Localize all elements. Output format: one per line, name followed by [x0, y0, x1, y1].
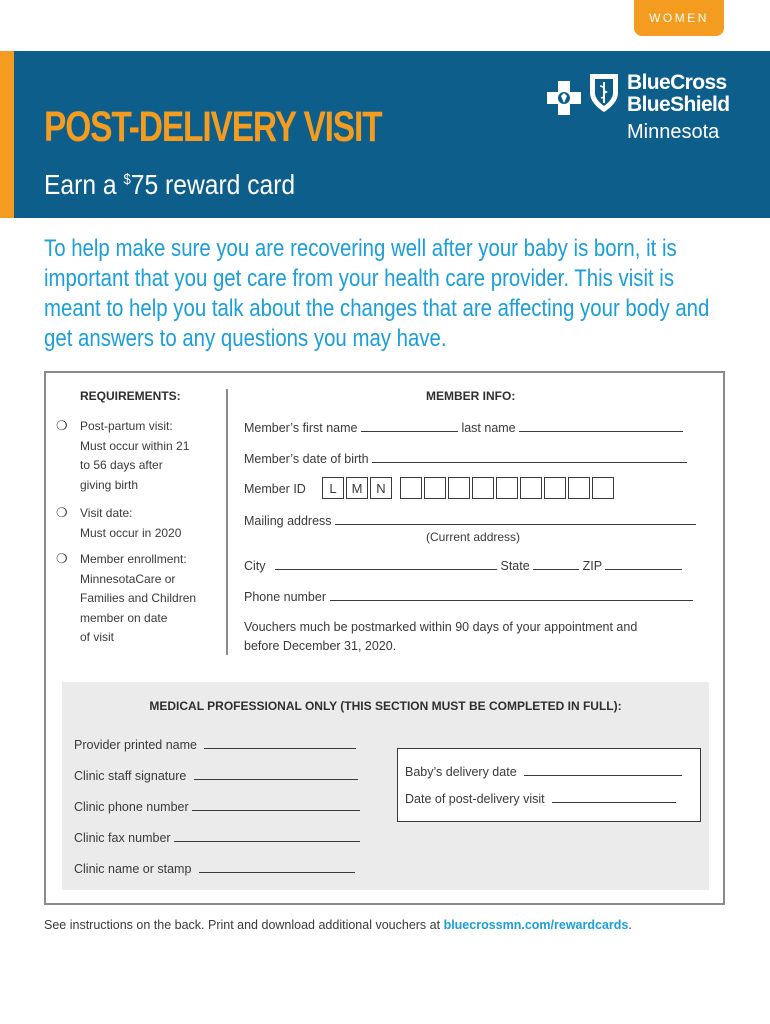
logo-blueshield-text: BlueShield — [627, 93, 730, 116]
requirement-visit-date: Visit date: Must occur in 2020 — [80, 506, 182, 540]
id-box[interactable] — [472, 477, 494, 499]
post-delivery-visit-date-field[interactable]: Date of post-delivery visit — [405, 791, 676, 806]
id-box[interactable] — [592, 477, 614, 499]
id-box[interactable] — [568, 477, 590, 499]
city-state-zip-field[interactable]: City State ZIP — [244, 558, 682, 573]
current-address-note: (Current address) — [426, 530, 521, 544]
column-divider — [226, 389, 228, 655]
requirements-header: REQUIREMENTS: — [80, 389, 181, 403]
id-box[interactable] — [448, 477, 470, 499]
header-banner — [0, 51, 770, 218]
requirement-enrollment: Member enrollment: MinnesotaCare or Families and Children member on date of visit — [80, 552, 197, 644]
id-box: L — [322, 477, 344, 499]
footer-instructions: See instructions on the back. Print and download additional vouchers at bluecrossmn.com/rewardcards. — [44, 918, 632, 932]
member-id-label: Member ID — [244, 482, 306, 496]
requirement-postpartum: Post-partum visit: Must occur within 21 to 56 days after giving birth — [80, 419, 190, 492]
blue-shield-icon — [587, 71, 621, 115]
clinic-fax-field[interactable]: Clinic fax number — [74, 830, 360, 845]
phone-number-field[interactable]: Phone number — [244, 589, 693, 604]
id-box[interactable] — [400, 477, 422, 499]
reward-cards-link[interactable]: bluecrossmn.com/rewardcards — [443, 918, 629, 932]
first-last-name-field[interactable]: Member’s first name last name — [244, 420, 683, 435]
medical-professional-section — [62, 682, 709, 890]
clinic-name-stamp-field[interactable]: Clinic name or stamp — [74, 861, 355, 876]
medical-section-header: MEDICAL PROFESSIONAL ONLY (THIS SECTION MUST BE COMPLETED IN FULL): — [149, 699, 622, 713]
id-box[interactable] — [544, 477, 566, 499]
clinic-staff-signature-field[interactable]: Clinic staff signature — [74, 768, 358, 783]
banner-accent-bar — [0, 51, 14, 218]
id-box: M — [346, 477, 368, 499]
clinic-phone-field[interactable]: Clinic phone number — [74, 799, 360, 814]
checkbox-visit-date[interactable]: ❍ — [56, 505, 68, 520]
id-box[interactable] — [520, 477, 542, 499]
voucher-form — [44, 371, 725, 905]
member-info-header: MEMBER INFO: — [426, 389, 516, 403]
checkbox-enrollment[interactable]: ❍ — [56, 551, 68, 566]
id-box[interactable] — [496, 477, 518, 499]
id-box: N — [370, 477, 392, 499]
member-dob-field[interactable]: Member’s date of birth — [244, 451, 687, 466]
postmark-note: Vouchers much be postmarked within 90 days of your appointment and before December 31, 2020. — [244, 620, 638, 653]
page-subtitle: Earn a $75 reward card — [44, 169, 296, 200]
mailing-address-field[interactable]: Mailing address — [244, 513, 696, 528]
delivery-dates-box — [397, 748, 701, 822]
bcbs-logo — [545, 71, 745, 143]
provider-name-field[interactable]: Provider printed name — [74, 737, 356, 752]
blue-cross-icon — [545, 79, 583, 117]
women-tab: WOMEN — [634, 0, 724, 36]
logo-bluecross-text: BlueCross — [627, 71, 727, 94]
member-id-boxes[interactable] — [322, 477, 614, 499]
logo-minnesota-text: Minnesota — [627, 121, 720, 143]
baby-delivery-date-field[interactable]: Baby’s delivery date — [405, 764, 682, 779]
intro-paragraph: To help make sure you are recovering well after your baby is born, it is important that you get care from your health care provider. This visit is meant to help you talk about the changes that are affecting your body and get answers to any questions you may have. — [44, 235, 710, 352]
checkbox-postpartum[interactable]: ❍ — [56, 418, 68, 433]
id-box[interactable] — [424, 477, 446, 499]
page-title: POST-DELIVERY VISIT — [44, 103, 382, 151]
